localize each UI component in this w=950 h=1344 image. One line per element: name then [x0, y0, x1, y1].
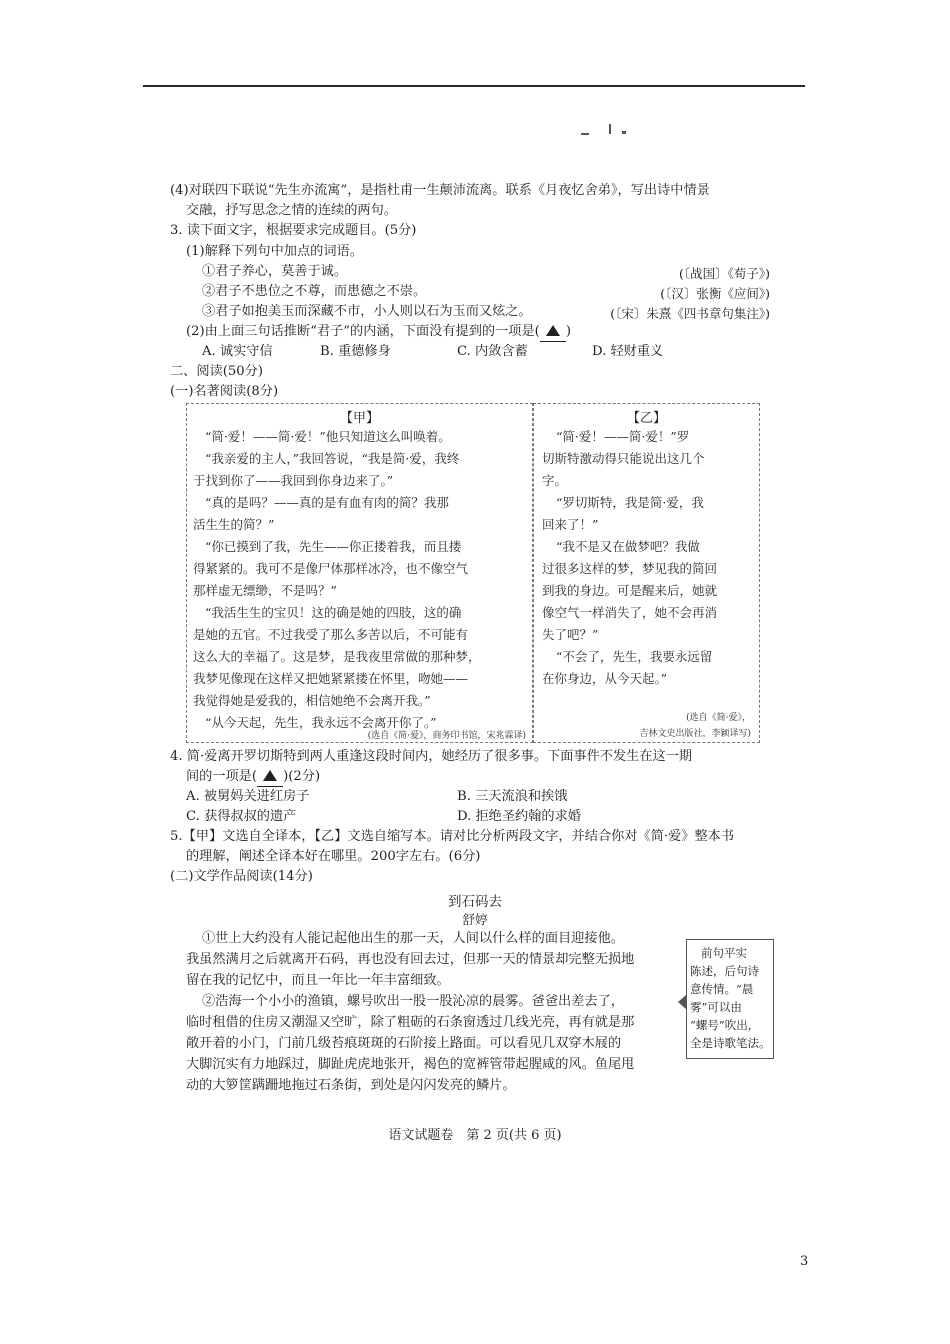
- section-heading: 二、阅读(50分): [170, 364, 264, 379]
- passage-line: 得紧紧的。我可不是像尸体那样冰冷，也不像空气: [193, 561, 469, 576]
- passage-line: 在你身边，从今天起。”: [542, 671, 668, 686]
- passage-line: 活生生的简？”: [193, 517, 275, 532]
- passage-line: 我梦见像现在这样又把她紧紧搂在怀里，吻她——: [193, 671, 469, 686]
- panel-title: 【乙】: [626, 411, 666, 426]
- panel-title: 【甲】: [339, 411, 379, 426]
- essay-line: 临时租借的住房又潮湿又空旷，除了粗砺的石条窗透过几线光亮，再有就是那: [186, 1015, 635, 1030]
- question-stem: 4. 简·爱离开罗切斯特到两人重逢这段时间内，她经历了很多事。下面事件不发生在这一期: [170, 749, 693, 764]
- option: A. 被舅妈关进红房子: [186, 789, 310, 804]
- option: B. 重德修身: [320, 344, 391, 359]
- passage-line: “从今天起，先生，我永远不会离开你了。”: [205, 715, 437, 730]
- option: D. 拒绝圣约翰的求婚: [457, 809, 581, 824]
- quote-item: ①君子养心，莫善于诚。: [202, 264, 348, 279]
- top-rule: [143, 85, 805, 87]
- passage-line: “我亲爱的主人，”我回答说，“我是简·爱，我终: [205, 451, 460, 466]
- answer-blank[interactable]: [257, 768, 283, 787]
- passage-line: 我觉得她是爱我的，相信她绝不会离开我。”: [193, 693, 431, 708]
- passage-line: 像空气一样消失了，她不会再消: [542, 605, 718, 620]
- passage-line: 切斯特激动得只能说出这几个: [542, 451, 705, 466]
- question-stem: 5.【甲】文选自全译本，【乙】文选自缩写本。请对比分析两段文字，并结合你对《简·爱》整本书: [170, 829, 735, 844]
- passage-line: “简·爱！——简·爱！”罗: [556, 429, 690, 444]
- passage-line: 是她的五官。不过我受了那么多苦以后，不可能有: [193, 627, 469, 642]
- quote-source: (〔宋〕朱熹《四书章句集注》): [610, 306, 770, 321]
- scan-speck: [609, 124, 611, 134]
- page-footer: 语文试题卷 第 2 页(共 6 页): [388, 1128, 562, 1143]
- question-stem-text: 间的一项是(: [186, 769, 258, 784]
- passage-source: 吉林文史出版社，李颖译写): [639, 729, 751, 739]
- note-line: 陈述，后句诗: [690, 964, 759, 978]
- option: B. 三天流浪和挨饿: [457, 789, 568, 804]
- passage-line: 于找到你了——我回到你身边来了。”: [193, 473, 394, 488]
- passage-line: “真的是吗？——真的是有血有肉的简？我那: [205, 495, 449, 510]
- question-sub: [186, 323, 571, 342]
- section-heading: (一)名著阅读(8分): [170, 384, 279, 399]
- essay-line: 留在我的记忆中，而且一年比一年丰富细致。: [186, 973, 450, 988]
- passage-line: 失了吧？”: [542, 627, 599, 642]
- note-line: 全是诗歌笔法。: [690, 1036, 771, 1050]
- essay-title: 到石码去: [448, 894, 502, 910]
- question-text: 交融，抒写思念之情的连续的两句。: [186, 203, 397, 218]
- option: D. 轻财重义: [592, 344, 664, 359]
- question-stem: [186, 768, 320, 787]
- essay-line: 大脚沉实有力地踩过，脚趾虎虎地张开，褐色的宽裤管带起腥咸的风。鱼尾甩: [186, 1057, 635, 1072]
- annotation-note: [686, 939, 774, 1059]
- passage-line: 回来了！”: [542, 517, 599, 532]
- option: C. 获得叔叔的遗产: [186, 809, 297, 824]
- answer-blank[interactable]: [540, 323, 566, 342]
- triangle-icon: [263, 770, 277, 781]
- essay-line: ②浩海一个小小的渔镇，螺号吹出一股一股沁凉的晨雾。爸爸出差去了，: [202, 994, 624, 1009]
- essay-line: 动的大箩筐蹒跚地拖过石条街，到处是闪闪发亮的鳞片。: [186, 1078, 516, 1093]
- passage-line: “我活生生的宝贝！这的确是她的四肢，这的确: [205, 605, 462, 620]
- scan-speck: [622, 131, 626, 134]
- essay-line: 敞开着的小门，门前几级苔痕斑斑的石阶接上路面。可以看见几双穿木屐的: [186, 1036, 622, 1051]
- passage-line: 字。: [542, 473, 568, 488]
- quote-item: ②君子不患位之不尊，而患德之不崇。: [202, 284, 427, 299]
- page-number: 3: [800, 1254, 809, 1269]
- quote-source: (〔战国〕《荀子》): [678, 266, 770, 281]
- note-line: 意传情。“晨: [690, 982, 754, 996]
- passage-line: “罗切斯特，我是简·爱，我: [556, 495, 704, 510]
- passage-line: 过很多这样的梦，梦见我的简回: [542, 561, 718, 576]
- essay-author: 舒婷: [462, 912, 488, 927]
- passage-line: “简·爱！——简·爱！”他只知道这么叫唤着。: [205, 429, 451, 444]
- question-stem-suffix: )(2分): [283, 769, 321, 784]
- section-heading: (二)文学作品阅读(14分): [170, 869, 313, 884]
- passage-source: (选自《简·爱》，商务印书馆，宋兆霖译): [367, 731, 526, 741]
- essay-line: ①世上大约没有人能记起他出生的那一天，人间以什么样的面目迎接他。: [202, 931, 624, 946]
- note-line: “螺号”吹出，: [690, 1018, 760, 1032]
- passage-line: 到我的身边。可是醒来后，她就: [542, 583, 718, 598]
- question-sub-suffix: ): [565, 324, 571, 339]
- question-stem: 3. 读下面文字，根据要求完成题目。(5分): [170, 223, 417, 238]
- note-line: 雾”可以由: [690, 1000, 742, 1014]
- passage-line: “你已摸到了我，先生——你正搂着我，而且搂: [205, 539, 462, 554]
- passage-panel-yi: [533, 403, 760, 743]
- quote-source: (〔汉〕张衡《应间》): [660, 286, 770, 301]
- note-pointer-icon: [678, 995, 686, 1009]
- option: C. 内敛含蓄: [457, 344, 528, 359]
- question-sub: (1)解释下列句中加点的词语。: [186, 244, 363, 259]
- essay-line: 我虽然满月之后就离开石码，再也没有回去过，但那一天的情景却完整无损地: [186, 952, 635, 967]
- passage-panel-jia: [186, 403, 533, 743]
- triangle-icon: [546, 325, 560, 336]
- scan-speck: [581, 133, 589, 135]
- passage-source: (选自《简·爱》，: [686, 713, 751, 723]
- passage-line: “我不是又在做梦吧？我做: [556, 539, 700, 554]
- question-stem: 的理解，阐述全译本好在哪里。200字左右。(6分): [186, 849, 481, 864]
- quote-item: ③君子如抱美玉而深藏不市，小人则以石为玉而又炫之。: [202, 304, 532, 319]
- passage-line: “不会了，先生，我要永远留: [556, 649, 713, 664]
- passage-line: 那样虚无缥缈，不是吗？”: [193, 583, 337, 598]
- passage-line: 这么大的幸福了。这是梦，是我夜里常做的那种梦，: [193, 649, 481, 664]
- question-sub-text: (2)由上面三句话推断“君子”的内涵，下面没有提到的一项是(: [186, 324, 540, 339]
- note-line: 前句平实: [701, 946, 747, 960]
- question-text: (4)对联四下联说“先生亦流寓”，是指杜甫一生颠沛流离。联系《月夜忆舍弟》，写出诗中情景: [170, 183, 710, 198]
- option: A. 诚实守信: [202, 344, 273, 359]
